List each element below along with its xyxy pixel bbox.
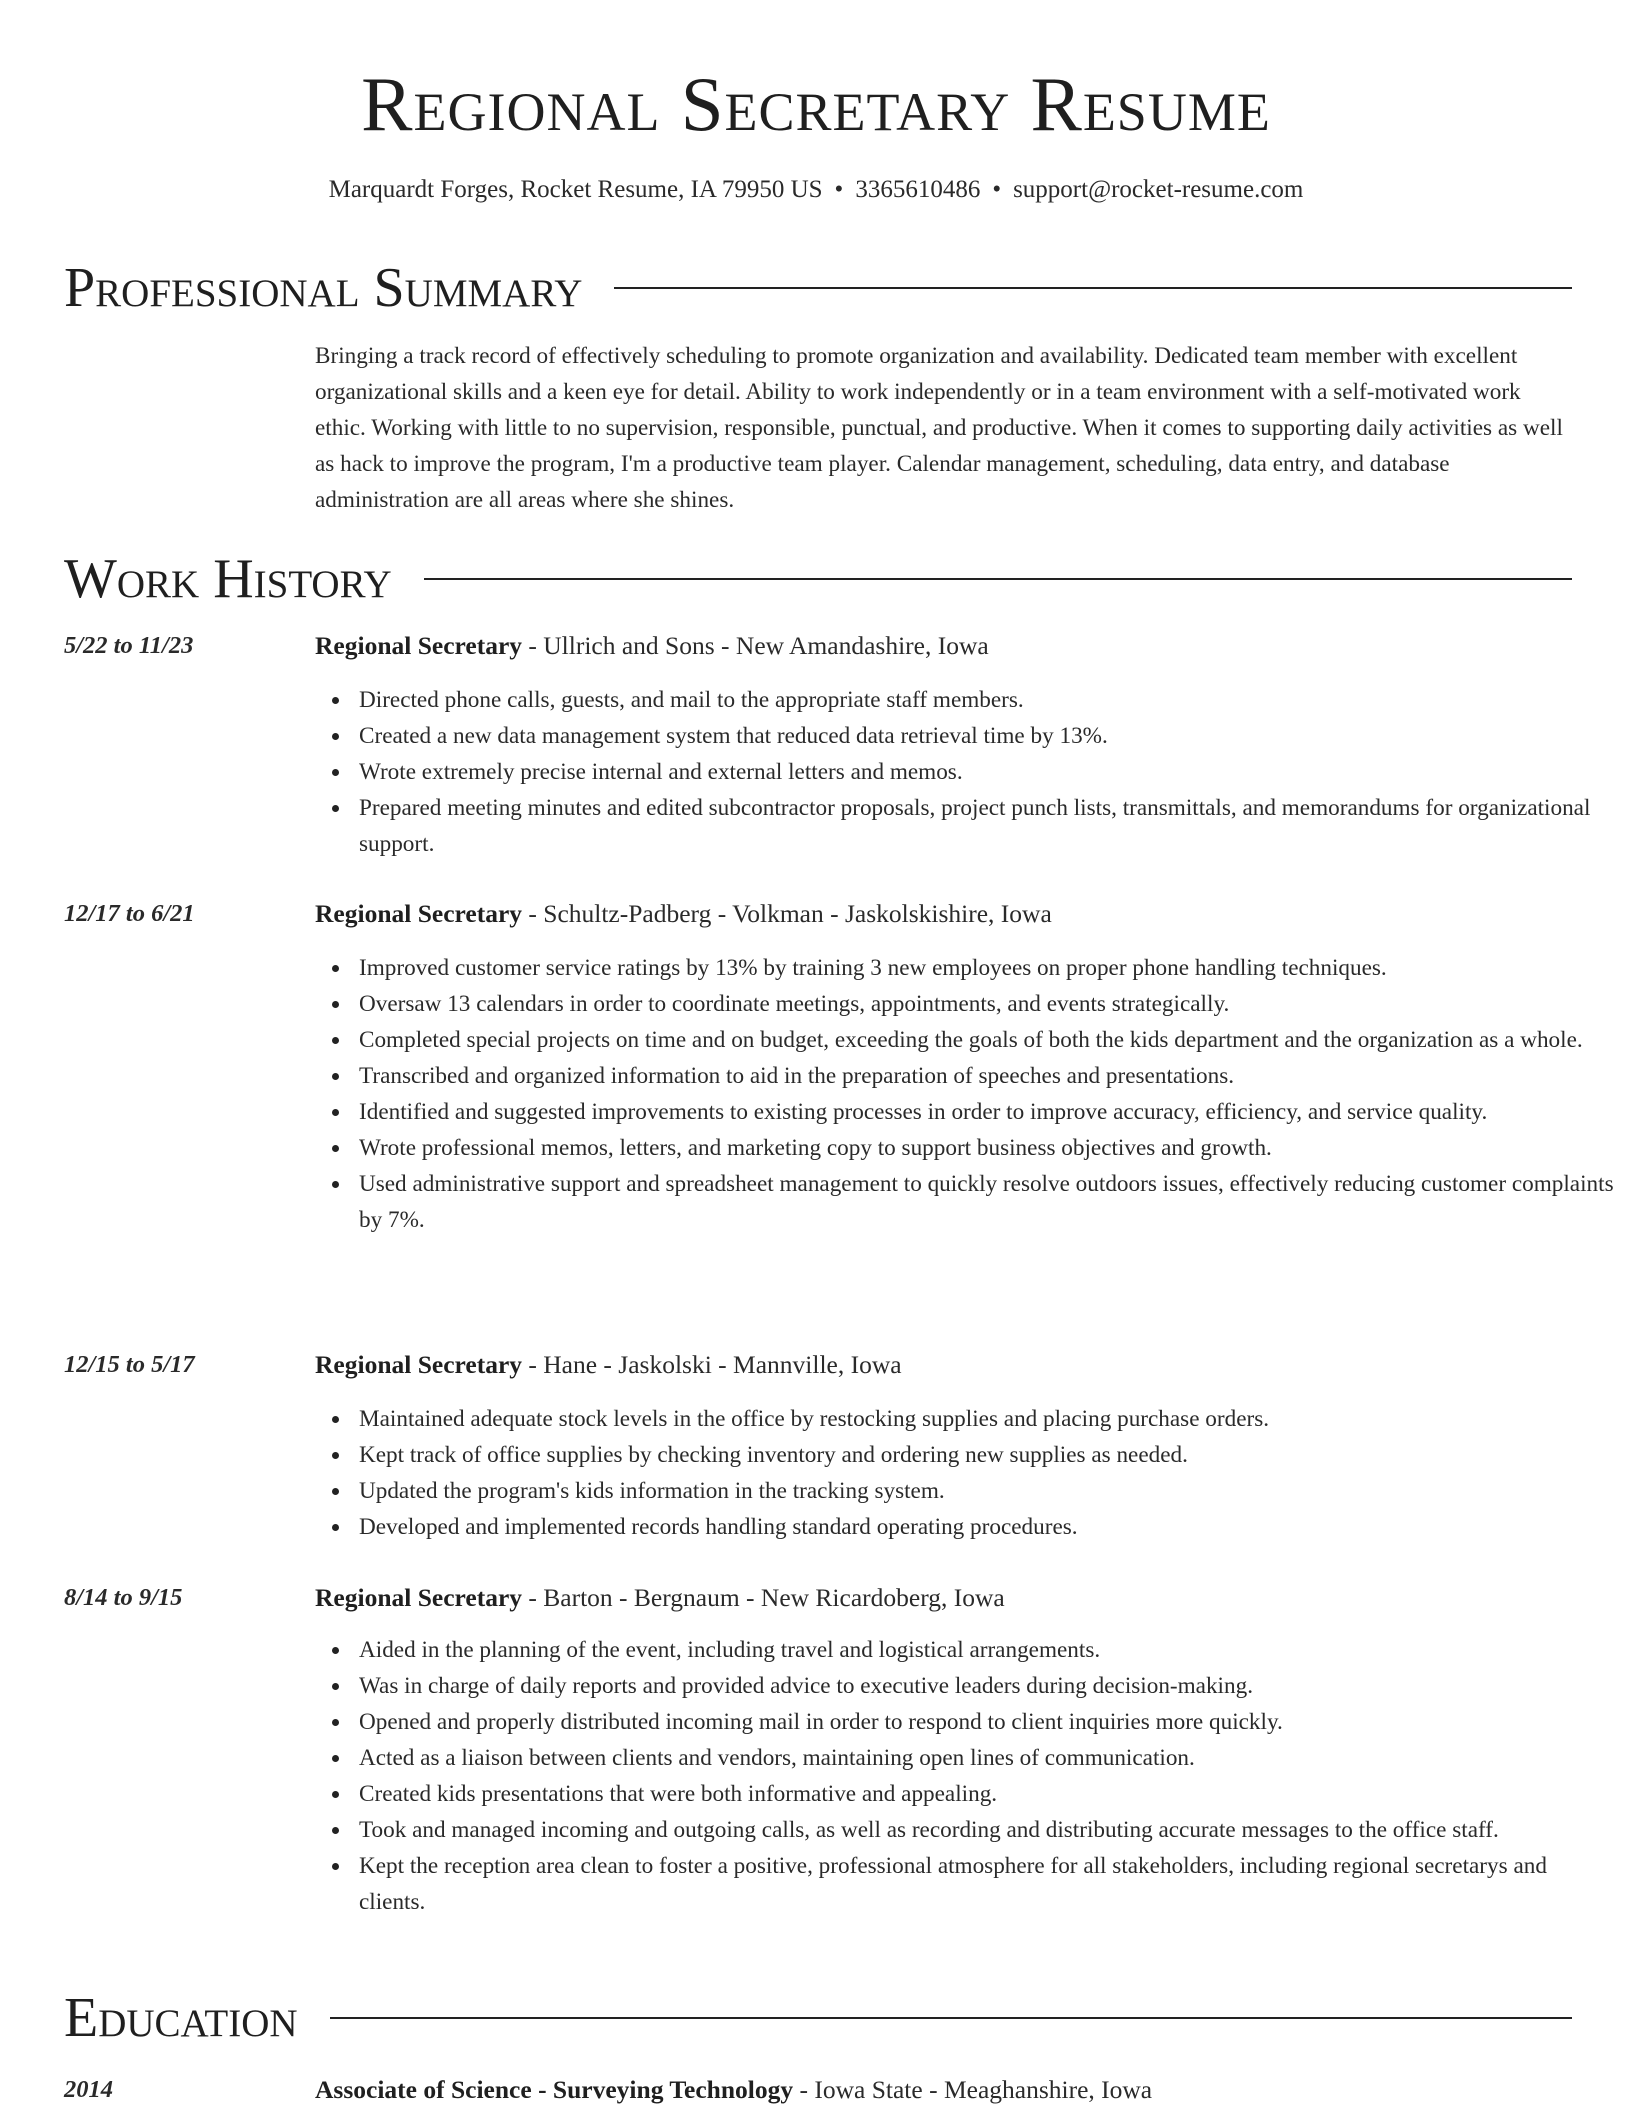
summary-heading: Professional Summary bbox=[64, 257, 583, 319]
job-dates: 8/14 to 9/15 bbox=[64, 1584, 183, 1611]
contact-address: Marquardt Forges, Rocket Resume, IA 79950 US bbox=[328, 176, 823, 203]
job-heading bbox=[315, 1580, 1572, 1616]
list-item: Used administrative support and spreadsheet management to quickly resolve outdoors issues, effectively reducing customer complaints by 7%. bbox=[359, 1166, 1616, 1238]
job-employer: - Hane - Jaskolski - Mannville, Iowa bbox=[522, 1350, 902, 1379]
summary-text: Bringing a track record of effectively scheduling to promote organization and availability. Dedicated team member with excellent organizational skills and a keen eye for detail. Ability to work independently or in a team environment with a self-motivated work ethic. Working with little to no supervision, responsible, punctual, and productive. When it comes to supporting daily activities as well as hack to improve the program, I'm a productive team player. Calendar management, scheduling, data entry, and database administration are all areas where she shines. bbox=[315, 343, 1563, 513]
job-heading bbox=[315, 628, 1572, 664]
education-degree: Associate of Science - Surveying Technology bbox=[315, 2075, 794, 2104]
job-title: Regional Secretary bbox=[315, 631, 523, 660]
resume-title: Regional Secretary Resume bbox=[361, 61, 1271, 147]
list-item: Created a new data management system that reduced data retrieval time by 13%. bbox=[359, 718, 1616, 754]
education-heading-line bbox=[315, 2072, 1572, 2108]
list-item: Transcribed and organized information to aid in the preparation of speeches and presentations. bbox=[359, 1058, 1616, 1094]
section-divider bbox=[330, 2017, 1572, 2019]
education-school: - Iowa State - Meaghanshire, Iowa bbox=[793, 2075, 1153, 2104]
job-bullets bbox=[315, 950, 1616, 1238]
education-year: 2014 bbox=[64, 2076, 113, 2103]
list-item: Identified and suggested improvements to existing processes in order to improve accuracy, efficiency, and service quality. bbox=[359, 1094, 1616, 1130]
list-item: Completed special projects on time and on budget, exceeding the goals of both the kids department and the organization as a whole. bbox=[359, 1022, 1616, 1058]
education-heading: Education bbox=[64, 1987, 298, 2049]
job-heading bbox=[315, 1347, 1572, 1383]
job-bullets bbox=[315, 682, 1616, 862]
job-bullets bbox=[315, 1401, 1616, 1545]
job-title: Regional Secretary bbox=[315, 1350, 523, 1379]
work-heading: Work History bbox=[64, 548, 392, 610]
job-dates: 12/17 to 6/21 bbox=[64, 900, 195, 927]
list-item: Improved customer service ratings by 13% by training 3 new employees on proper phone handling techniques. bbox=[359, 950, 1616, 986]
list-item: Maintained adequate stock levels in the office by restocking supplies and placing purchase orders. bbox=[359, 1401, 1616, 1437]
job-employer: - Ullrich and Sons - New Amandashire, Iowa bbox=[522, 631, 989, 660]
list-item: Kept track of office supplies by checking inventory and ordering new supplies as needed. bbox=[359, 1437, 1616, 1473]
job-dates: 5/22 to 11/23 bbox=[64, 632, 194, 659]
list-item: Opened and properly distributed incoming mail in order to respond to client inquiries more quickly. bbox=[359, 1704, 1616, 1740]
contact-phone[interactable]: 3365610486 bbox=[855, 176, 981, 203]
section-divider bbox=[424, 578, 1572, 580]
list-item: Directed phone calls, guests, and mail to the appropriate staff members. bbox=[359, 682, 1616, 718]
job-employer: - Barton - Bergnaum - New Ricardoberg, Iowa bbox=[522, 1583, 1005, 1612]
contact-line bbox=[0, 173, 1632, 207]
section-divider bbox=[614, 287, 1572, 289]
list-item: Oversaw 13 calendars in order to coordinate meetings, appointments, and events strategically. bbox=[359, 986, 1616, 1022]
list-item: Wrote professional memos, letters, and marketing copy to support business objectives and growth. bbox=[359, 1130, 1616, 1166]
contact-separator: • bbox=[992, 176, 1002, 203]
job-dates: 12/15 to 5/17 bbox=[64, 1351, 195, 1378]
list-item: Updated the program's kids information in the tracking system. bbox=[359, 1473, 1616, 1509]
job-bullets bbox=[315, 1632, 1616, 1920]
contact-email[interactable]: support@rocket-resume.com bbox=[1013, 176, 1304, 203]
education-section-header bbox=[64, 1983, 1572, 2053]
list-item: Took and managed incoming and outgoing calls, as well as recording and distributing accurate messages to the office staff. bbox=[359, 1812, 1616, 1848]
summary-section-header bbox=[64, 253, 1572, 323]
work-section-header bbox=[64, 544, 1572, 614]
job-title: Regional Secretary bbox=[315, 899, 523, 928]
job-title: Regional Secretary bbox=[315, 1583, 523, 1612]
list-item: Was in charge of daily reports and provided advice to executive leaders during decision-making. bbox=[359, 1668, 1616, 1704]
list-item: Acted as a liaison between clients and vendors, maintaining open lines of communication. bbox=[359, 1740, 1616, 1776]
list-item: Created kids presentations that were both informative and appealing. bbox=[359, 1776, 1616, 1812]
contact-separator: • bbox=[834, 176, 844, 203]
job-employer: - Schultz-Padberg - Volkman - Jaskolskishire, Iowa bbox=[522, 899, 1052, 928]
list-item: Wrote extremely precise internal and external letters and memos. bbox=[359, 754, 1616, 790]
list-item: Aided in the planning of the event, including travel and logistical arrangements. bbox=[359, 1632, 1616, 1668]
list-item: Prepared meeting minutes and edited subcontractor proposals, project punch lists, transmittals, and memorandums for organizational support. bbox=[359, 790, 1616, 862]
list-item: Kept the reception area clean to foster a positive, professional atmosphere for all stakeholders, including regional secretarys and clients. bbox=[359, 1848, 1616, 1920]
list-item: Developed and implemented records handling standard operating procedures. bbox=[359, 1509, 1616, 1545]
job-heading bbox=[315, 896, 1572, 932]
